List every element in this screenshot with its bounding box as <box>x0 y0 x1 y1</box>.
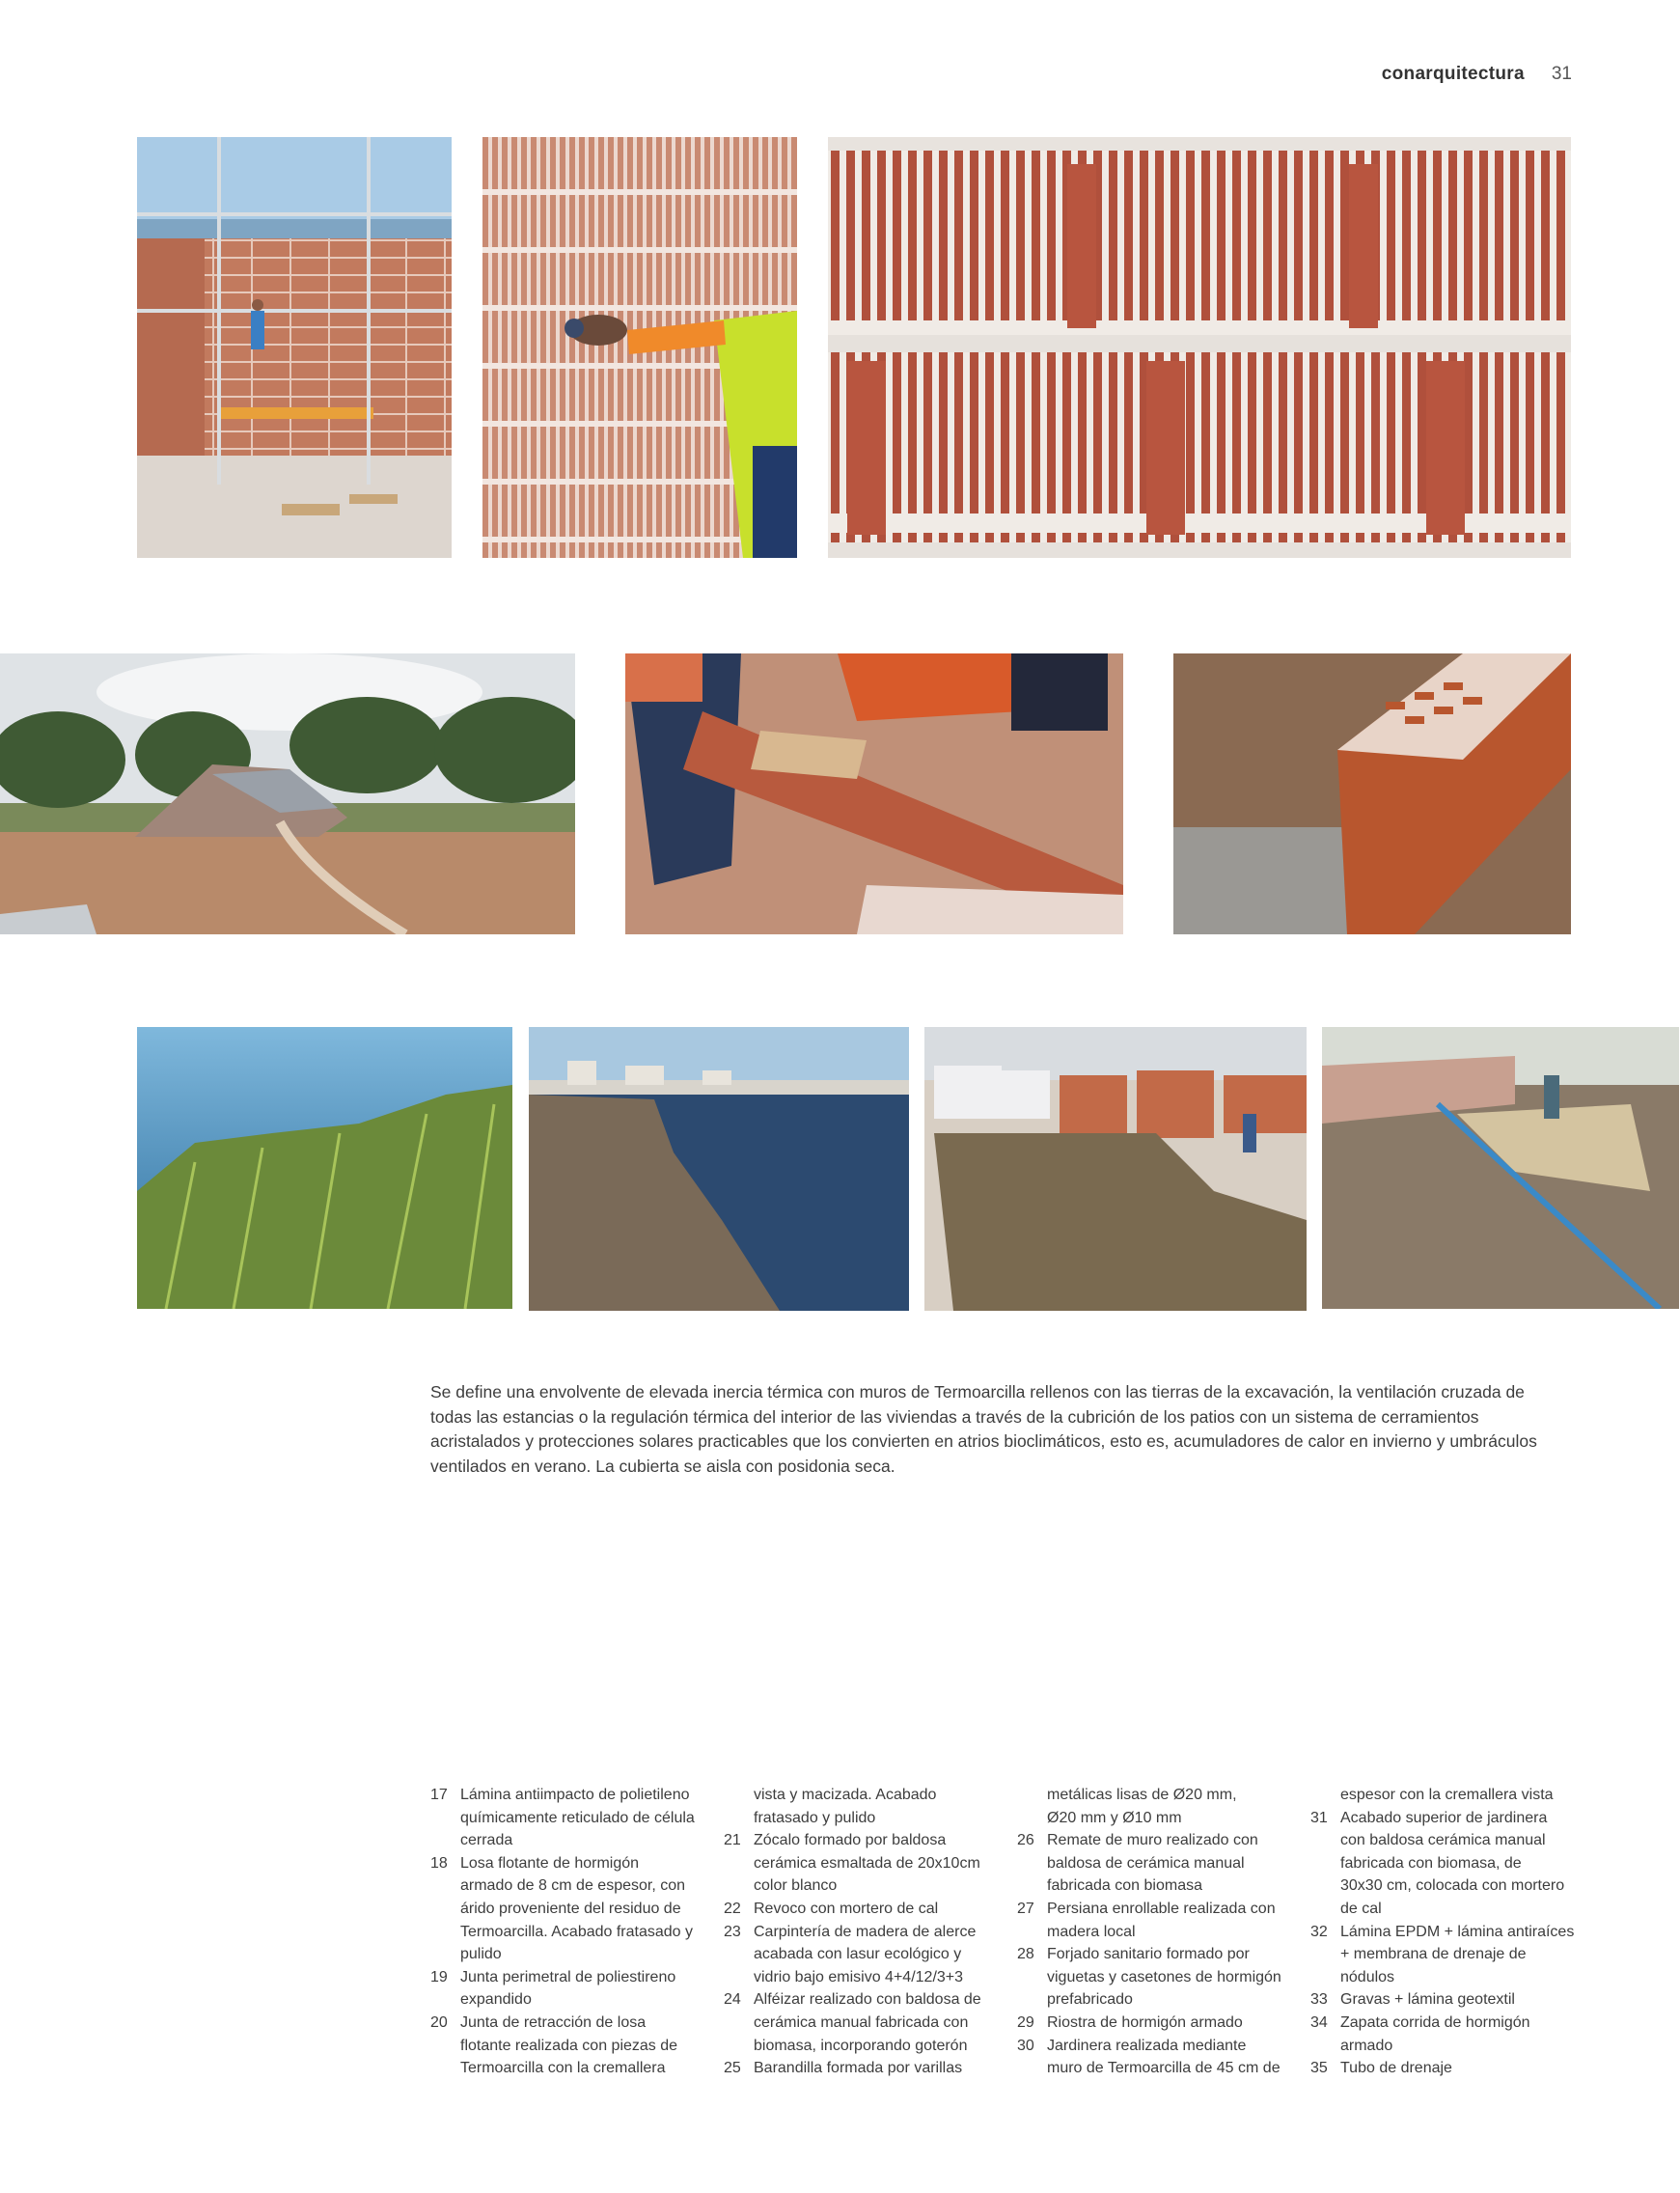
legend-line: madera local <box>1047 1923 1136 1940</box>
legend-line: muro de Termoarcilla de 45 cm de <box>1047 2060 1281 2077</box>
legend-line: armado de 8 cm de espesor, con <box>460 1877 686 1895</box>
legend-text <box>1340 1784 1590 1807</box>
legend-number <box>1310 1784 1340 1807</box>
photo-block-on-gravel <box>1173 653 1571 934</box>
legend-line: vista y macizada. Acabado <box>754 1787 937 1803</box>
photo-posidonia-drying <box>924 1027 1307 1311</box>
legend-text <box>1047 1943 1297 2012</box>
legend-line: metálicas lisas de Ø20 mm, <box>1047 1787 1237 1803</box>
legend-line: químicamente reticulado de célula <box>460 1809 695 1826</box>
legend-line: fratasado y pulido <box>754 1809 876 1826</box>
legend-text <box>1047 1784 1297 1829</box>
legend-item <box>1017 1784 1297 1829</box>
legend-line: + membrana de drenaje de <box>1340 1946 1527 1963</box>
legend-line: cerrada <box>460 1832 513 1849</box>
legend-item <box>1017 2035 1297 2080</box>
legend-line: biomasa, incorporando goterón <box>754 2037 968 2054</box>
legend-text <box>754 1829 1004 1898</box>
legend-number: 18 <box>430 1854 448 1872</box>
legend-number <box>1017 1784 1047 1829</box>
legend-line: Alféizar realizado con baldosa de <box>754 1991 981 2009</box>
legend-number: 33 <box>1310 1991 1328 2009</box>
legend-line: Ø20 mm y Ø10 mm <box>1047 1809 1182 1826</box>
legend-text <box>754 1921 1004 1989</box>
legend-text <box>1047 2035 1297 2080</box>
photo-brick-closeup <box>828 137 1571 558</box>
legend-text <box>1047 1898 1297 1943</box>
legend-number: 20 <box>430 2013 448 2031</box>
legend-number: 24 <box>724 1991 741 2009</box>
legend-line: Barandilla formada por varillas <box>754 2060 963 2077</box>
legend-line: Jardinera realizada mediante <box>1047 2037 1247 2054</box>
legend-item <box>1017 2012 1297 2035</box>
legend-item <box>1017 1898 1297 1943</box>
legend-line: vidrio bajo emisivo 4+4/12/3+3 <box>754 1968 964 1985</box>
legend-line: fabricada con biomasa, de <box>1340 1854 1522 1872</box>
legend-line: Losa flotante de hormigón <box>460 1854 640 1872</box>
legend-line: nódulos <box>1340 1968 1395 1985</box>
legend-number: 26 <box>1017 1832 1034 1849</box>
legend-line: fabricada con biomasa <box>1047 1877 1202 1895</box>
legend-item <box>724 1784 1004 1829</box>
legend-text <box>460 1966 710 2012</box>
legend-line: Zócalo formado por baldosa <box>754 1832 947 1849</box>
legend-line: expandido <box>460 1991 532 2009</box>
legend-line: prefabricado <box>1047 1991 1133 2009</box>
legend-line: Carpintería de madera de alerce <box>754 1923 977 1940</box>
legend-line: espesor con la cremallera vista <box>1340 1787 1554 1803</box>
legend-line: Acabado superior de jardinera <box>1340 1809 1548 1826</box>
legend-item <box>724 2057 1004 2080</box>
legend-line: Junta perimetral de poliestireno <box>460 1968 676 1985</box>
legend-line: árido proveniente del residuo de <box>460 1900 681 1917</box>
legend-text <box>1340 1988 1590 2012</box>
legend-item <box>1310 2012 1590 2057</box>
legend-number: 17 <box>430 1787 448 1803</box>
legend-line: Revoco con mortero de cal <box>754 1900 939 1917</box>
legend-line: Forjado sanitario formado por <box>1047 1946 1250 1963</box>
legend-line: Persiana enrollable realizada con <box>1047 1900 1276 1917</box>
legend-number: 22 <box>724 1900 741 1917</box>
legend-text <box>754 1898 1004 1921</box>
legend-line: cerámica esmaltada de 20x10cm <box>754 1854 980 1872</box>
legend-line: Lámina EPDM + lámina antiraíces <box>1340 1923 1575 1940</box>
legend-item <box>1310 1784 1590 1807</box>
legend-column-3 <box>1017 1784 1297 2080</box>
photo-roof-gravel <box>1322 1027 1679 1309</box>
legend-item <box>724 1898 1004 1921</box>
legend-line: Remate de muro realizado con <box>1047 1832 1258 1849</box>
legend-number: 31 <box>1310 1809 1328 1826</box>
legend-line: con baldosa cerámica manual <box>1340 1832 1546 1849</box>
legend-item <box>1310 1988 1590 2012</box>
legend-line: 30x30 cm, colocada con mortero <box>1340 1877 1565 1895</box>
legend-line: Lámina antiimpacto de polietileno <box>460 1787 690 1803</box>
legend-line: armado <box>1340 2037 1393 2054</box>
photo-site-landscape <box>0 653 575 934</box>
page-header <box>1382 64 1572 85</box>
photo-hand-on-brick-wall <box>482 137 797 558</box>
legend-number: 30 <box>1017 2037 1034 2054</box>
legend-text <box>1340 1921 1590 1989</box>
legend-line: Termoarcilla con la cremallera <box>460 2060 666 2077</box>
legend-item <box>430 2012 710 2080</box>
photo-posidonia-underwater <box>137 1027 512 1309</box>
legend-text <box>754 2057 1004 2080</box>
legend-line: Termoarcilla. Acabado fratasado y <box>460 1923 694 1940</box>
legend-column-4 <box>1310 1784 1590 2080</box>
legend-number: 28 <box>1017 1946 1034 1963</box>
legend-item <box>724 1829 1004 1898</box>
legend-line: cerámica manual fabricada con <box>754 2013 969 2031</box>
legend-item <box>1310 1807 1590 1921</box>
photo-workers-laying-blocks <box>625 653 1123 934</box>
legend-line: color blanco <box>754 1877 838 1895</box>
legend-item <box>430 1852 710 1966</box>
legend-item <box>430 1784 710 1852</box>
legend-text <box>754 1988 1004 2057</box>
legend-line: Tubo de drenaje <box>1340 2060 1452 2077</box>
legend-line: baldosa de cerámica manual <box>1047 1854 1245 1872</box>
magazine-name: conarquitectura <box>1381 64 1525 84</box>
legend-number: 23 <box>724 1923 741 1940</box>
legend-line: flotante realizada con piezas de <box>460 2037 678 2054</box>
photo-coast-posidonia <box>529 1027 909 1311</box>
legend-number: 29 <box>1017 2013 1034 2031</box>
legend-line: Zapata corrida de hormigón <box>1340 2013 1530 2031</box>
legend-text <box>1340 1807 1590 1921</box>
legend-item <box>430 1966 710 2012</box>
legend-column-1 <box>430 1784 710 2080</box>
photo-scaffolding-wall <box>137 137 452 558</box>
legend-item <box>1017 1943 1297 2012</box>
legend-line: Riostra de hormigón armado <box>1047 2013 1243 2031</box>
legend-line: Junta de retracción de losa <box>460 2013 647 2031</box>
legend-column-2 <box>724 1784 1004 2080</box>
legend-number: 27 <box>1017 1900 1034 1917</box>
legend-line: pulido <box>460 1946 502 1963</box>
legend-text <box>1047 1829 1297 1898</box>
legend-text <box>1047 2012 1297 2035</box>
legend-item <box>1017 1829 1297 1898</box>
legend-number: 34 <box>1310 2013 1328 2031</box>
legend-item <box>1310 2057 1590 2080</box>
legend-number: 19 <box>430 1968 448 1985</box>
legend-text <box>1340 2057 1590 2080</box>
legend-line: viguetas y casetones de hormigón <box>1047 1968 1281 1985</box>
legend-line: de cal <box>1340 1900 1382 1917</box>
legend-text <box>460 1852 710 1966</box>
legend-line: Gravas + lámina geotextil <box>1340 1991 1515 2009</box>
legend-number: 25 <box>724 2060 741 2077</box>
page-number: 31 <box>1551 64 1572 84</box>
legend-number: 35 <box>1310 2060 1328 2077</box>
legend-item <box>724 1921 1004 1989</box>
intro-paragraph: Se define una envolvente de elevada inercia térmica con muros de Termoarcilla rellenos con las tierras de la excavación, la ventilación cruzada de todas las estancias o la regulación térmica del interior de las viviendas a través de la cubrición de los patios con un sistema de cerramientos acristalados y protecciones solares practicables que los convierten en atrios bioclimáticos, esto es, acumuladores de calor en invierno y umbráculos ventilados en verano. La cubierta se aisla con posidonia seca. <box>430 1382 1537 1476</box>
legend-text <box>460 2012 710 2080</box>
legend-text <box>1340 2012 1590 2057</box>
legend-number: 32 <box>1310 1923 1328 1940</box>
legend-number: 21 <box>724 1832 741 1849</box>
legend-line: acabada con lasur ecológico y <box>754 1946 962 1963</box>
legend-item <box>724 1988 1004 2057</box>
legend-number <box>724 1784 754 1829</box>
legend-item <box>1310 1921 1590 1989</box>
legend-text <box>754 1784 1004 1829</box>
legend-text <box>460 1784 710 1852</box>
